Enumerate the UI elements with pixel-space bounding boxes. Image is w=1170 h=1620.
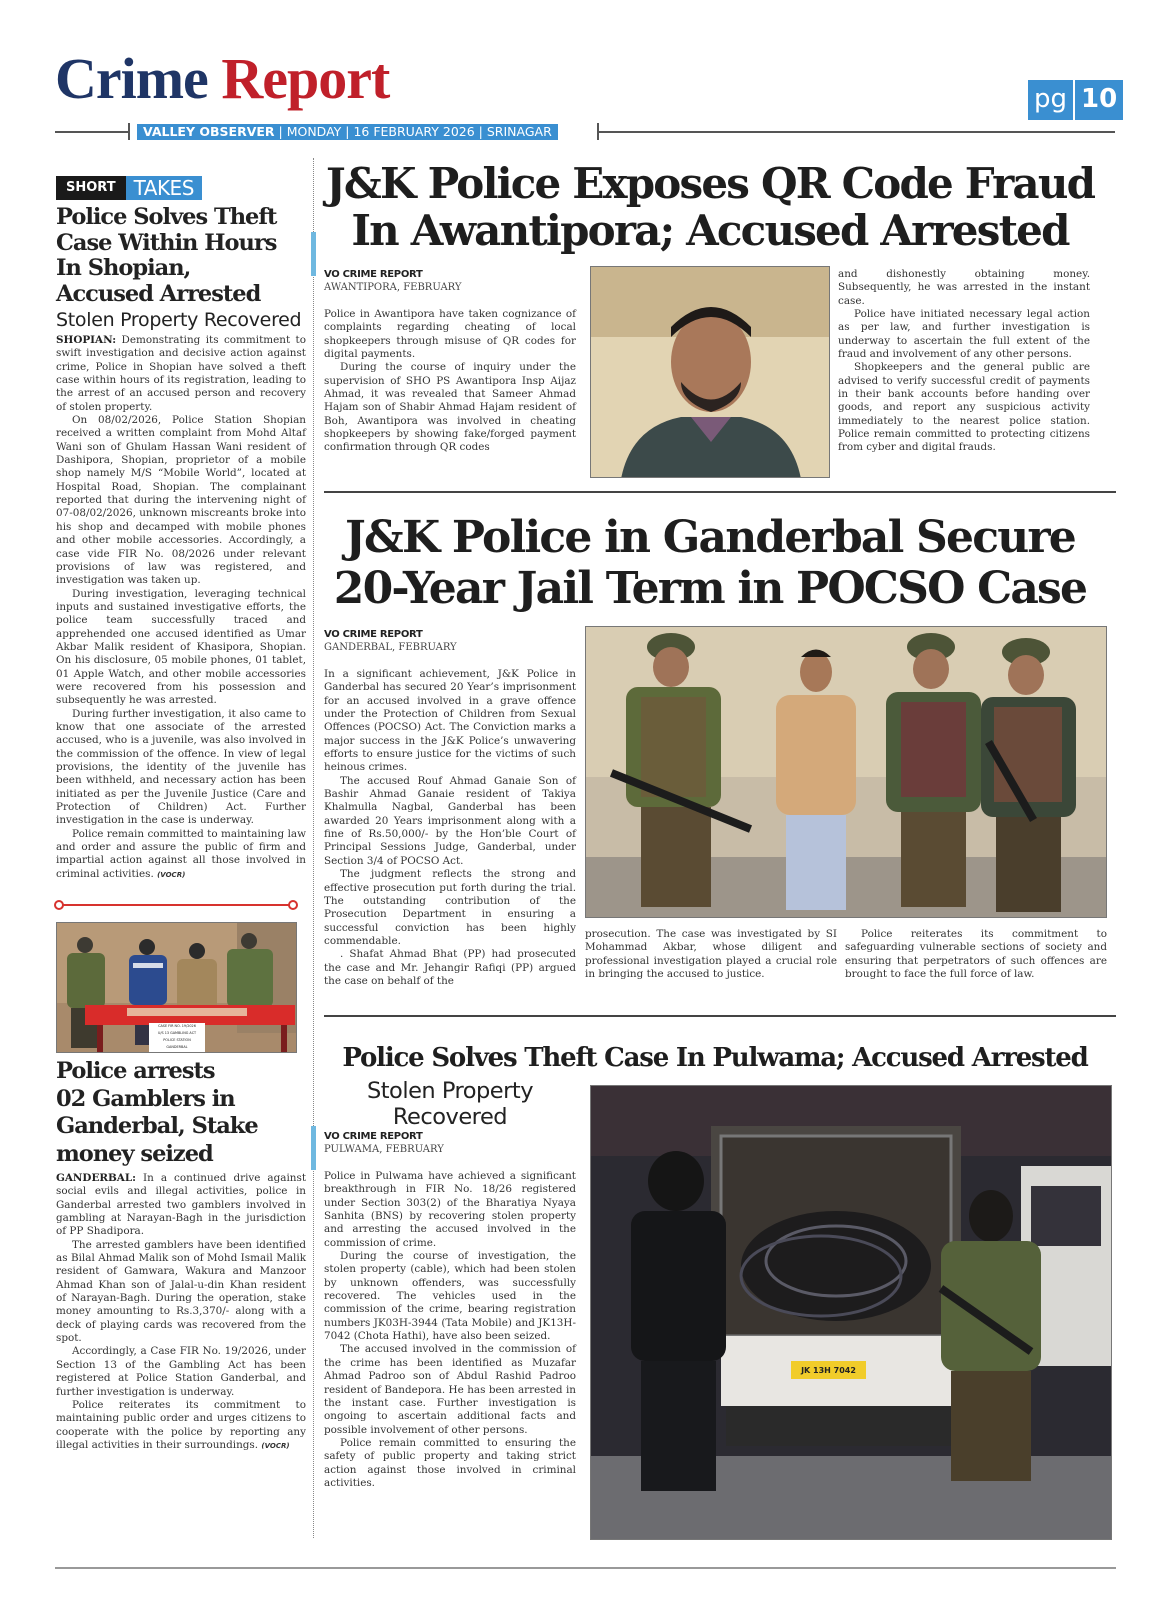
credit-tag: (VOCR)	[157, 870, 186, 879]
dateline-lead: SHOPIAN:	[56, 334, 117, 346]
byline-place: PULWAMA, FEBRUARY	[324, 1144, 444, 1155]
portrait-art	[591, 267, 830, 478]
headline-line: 20-Year Jail Term in POCSO Case	[333, 563, 1087, 614]
paragraph-text: In a continued drive against social evils and illegal activities, police in Ganderbal arrested two gamblers involved in gambling at Narayan-Bagh in the jurisdiction of PP Shadipora.	[56, 1172, 306, 1238]
gamblers-body	[56, 1172, 306, 1453]
sign-line: POLICE STATION	[163, 1038, 191, 1042]
section-rule	[324, 491, 1116, 493]
short-label: SHORT	[56, 176, 126, 200]
byline-place: AWANTIPORA, FEBRUARY	[324, 282, 462, 293]
subhead-line: Recovered	[392, 1104, 508, 1130]
license-plate: JK 13H 7042	[801, 1366, 856, 1375]
dateline-bar	[137, 124, 558, 140]
pulwama-photo-art	[591, 1086, 1112, 1540]
page-number: 10	[1081, 84, 1118, 114]
divider-dot	[288, 900, 298, 910]
paragraph: In a significant achievement, J&K Police in Ganderbal has secured 20 Year’s imprisonment for an accused involved in a grave offence under the Protection of Children from Sexual Offences (POCSO) Act. The Conviction marks a major success in the J&K Police’s unwavering efforts to ensure justice for the victims of such heinous crimes.	[324, 668, 576, 774]
sign-line: GANDERBAL	[166, 1045, 188, 1049]
pulwama-photo	[590, 1085, 1112, 1540]
headline-line: J&K Police in Ganderbal Secure	[345, 512, 1075, 563]
pocso-photo-art	[586, 627, 1107, 918]
section-rule	[324, 1015, 1116, 1017]
paragraph	[56, 334, 306, 414]
shopian-headline	[56, 205, 276, 307]
section-title-report: Report	[221, 46, 390, 111]
qr-body-col1	[324, 308, 576, 455]
paragraph-text: Police reiterates its commitment to maintaining public order and urges citizens to cooperate with the police by reporting any illegal activities in their surroundings.	[56, 1398, 306, 1451]
headline-line: 02 Gamblers in	[56, 1085, 235, 1112]
sign-line: CASE FIR NO. 19/2026	[158, 1024, 196, 1028]
paragraph: and dishonestly obtaining money. Subsequently, he was arrested in the instant case.	[838, 268, 1090, 307]
shopian-subhead: Stolen Property Recovered	[56, 309, 302, 331]
pulwama-body	[324, 1170, 576, 1490]
headline-line: Ganderbal, Stake	[56, 1113, 258, 1139]
headline-line: Accused Arrested	[56, 280, 261, 307]
pulwama-byline	[324, 1130, 444, 1156]
paragraph: Shopkeepers and the general public are advised to verify successful credit of payments in their bank accounts before handing over goods, and report any suspicious activity immediately to the nearest police station. Police remain committed to protecting citizens from cyber and digital frauds.	[838, 361, 1090, 454]
red-divider	[58, 904, 296, 906]
accent-tab	[311, 232, 316, 276]
paragraph	[56, 1399, 306, 1453]
page-number-badge	[1028, 80, 1123, 120]
section-title	[55, 46, 390, 111]
accent-tab	[311, 1126, 316, 1170]
paragraph: Police have initiated necessary legal action as per law, and further investigation is underway to ascertain the full extent of the fraud and involvement of any other persons.	[838, 308, 1090, 361]
subhead-line: Stolen Property	[366, 1078, 534, 1104]
byline-org: VO CRIME REPORT	[324, 269, 423, 280]
pocso-body-col2	[585, 928, 837, 981]
pulwama-subhead	[324, 1078, 576, 1130]
section-title-crime: Crime	[55, 46, 208, 111]
shopian-body	[56, 334, 306, 882]
pocso-photo	[585, 626, 1107, 918]
accused-portrait	[590, 266, 830, 478]
byline-org: VO CRIME REPORT	[324, 1131, 423, 1142]
credit-tag: (VOCR)	[261, 1441, 290, 1450]
byline-org: VO CRIME REPORT	[324, 629, 423, 640]
paragraph: Accordingly, a Case FIR No. 19/2026, under Section 13 of the Gambling Act has been registered at Police Station Ganderbal, and further investigation is underway.	[56, 1345, 306, 1398]
paragraph: The accused involved in the commission of the crime has been identified as Muzafar Ahmad Padroo son of Abdul Rashid Padroo resident of Bandepora. He has been arrested in the instant case. Further investigation is ongoing to ascertain additional facts and possible involvement of other persons.	[324, 1343, 576, 1436]
pocso-headline	[320, 512, 1100, 614]
masthead-rule-left	[55, 131, 130, 133]
paragraph: During investigation, leveraging technical inputs and sustained investigative efforts, the police team successfully traced and apprehended one accused identified as Umar Akbar Malik resident of Khasipora, Shopian. On his disclosure, 05 mobile phones, 01 tablet, 01 Apple Watch, and other mobile accessories were recovered from his possession and subsequently he was arrested.	[56, 587, 306, 707]
paragraph: Police reiterates its commitment to safeguarding vulnerable sections of society and ensuring that perpetrators of such offences are brought to face the full force of law.	[845, 928, 1107, 981]
short-takes-label	[56, 176, 202, 200]
page-label: pg	[1028, 80, 1075, 120]
paragraph-text: Demonstrating its commitment to swift investigation and decisive action against crime, Police in Shopian have solved a theft case within hours of its registration, leading to the arrest of an accused person and recovery of stolen property.	[56, 334, 306, 413]
masthead-tick-left	[128, 123, 130, 140]
paragraph: On 08/02/2026, Police Station Shopian received a written complaint from Mohd Altaf Wani son of Ghulam Hassan Wani resident of Dashipora, Shopian, proprietor of a mobile shop namely M/S “Mobile World”, located at Hospital Road, Shopian. The complainant reported that during the intervening night of 07-08/02/2026, unknown miscreants broke into his shop and decamped with mobile phones and other mobile accessories. Accordingly, a case vide FIR No. 08/2026 under relevant provisions of law was registered, and investigation was taken up.	[56, 414, 306, 587]
masthead-rule-right	[599, 131, 1115, 133]
paragraph: Police in Awantipora have taken cognizance of complaints regarding cheating of local shopkeepers through misuse of QR codes for digital payments.	[324, 308, 576, 361]
paragraph: The accused Rouf Ahmad Ganaie Son of Bashir Ahmad Ganaie resident of Takiya Khalmulla Nagbal, Ganderbal has been awarded 20 Years imprisonment along with a fine of Rs.50,000/- by the Hon’ble Court of Principal Sessions Judge, Ganderbal, under Section 3/4 of POCSO Act.	[324, 774, 576, 867]
paragraph: . Shafat Ahmad Bhat (PP) had prosecuted the case and Mr. Jehangir Rafiqi (PP) argued the case on behalf of the	[324, 948, 576, 987]
pocso-byline	[324, 628, 457, 654]
dateline-text: | MONDAY | 16 FEBRUARY 2026 | SRINAGAR	[278, 124, 552, 139]
paragraph	[56, 828, 306, 882]
paragraph	[56, 1172, 306, 1239]
case-sign	[149, 1023, 205, 1053]
publication-name: VALLEY OBSERVER	[143, 124, 275, 139]
dateline-lead: GANDERBAL:	[56, 1172, 136, 1184]
headline-line: In Awantipora; Accused Arrested	[351, 206, 1069, 255]
qr-byline	[324, 268, 462, 294]
headline-line: Police Solves Theft	[56, 204, 277, 230]
paragraph: During further investigation, it also came to know that one associate of the arrested accused, who is a juvenile, was also involved in the commission of the offence. In view of legal provisions, the identity of the juvenile has been withheld, and necessary action has been initiated as per the Juvenile Justice (Care and Protection of Children) Act. Further investigation in the case is underway.	[56, 707, 306, 827]
paragraph: Police remain committed to ensuring the safety of public property and taking strict action against those involved in criminal activities.	[324, 1436, 576, 1489]
headline-line: Case Within Hours	[56, 229, 277, 256]
paragraph: During the course of inquiry under the supervision of SHO PS Awantipora Insp Aijaz Ahmad, it was revealed that Sameer Ahmad Hajam son of Shabir Ahmad Hajam resident of Boh, Awantipora was involved in cheating shopkeepers by showing fake/forged payment confirmation through QR codes	[324, 361, 576, 454]
paragraph: The arrested gamblers have been identified as Bilal Ahmad Malik son of Mohd Ismail Malik resident of Gamwara, Wakura and Manzoor Ahmad Khan son of Jalal-u-din Khan resident of Narayan-Bagh. During the operation, stake money amounting to Rs.3,370/- along with a deck of playing cards was recovered from the spot.	[56, 1238, 306, 1345]
paragraph: Police in Pulwama have achieved a significant breakthrough in FIR No. 18/26 registered under Section 303(2) of the Bharatiya Nyaya Sanhita (BNS) by recovering stolen property and arresting the accused involved in the commission of crime.	[324, 1170, 576, 1249]
paragraph: The judgment reflects the strong and effective prosecution put forth during the trial. The outstanding contribution of the Prosecution Department in ensuring a successful conviction has been highly commendable.	[324, 868, 576, 947]
column-divider	[313, 158, 314, 1538]
sign-line: U/S 13 GAMBLING ACT	[157, 1031, 197, 1035]
headline-line: money seized	[56, 1140, 213, 1167]
paragraph: During the course of investigation, the stolen property (cable), which had been stolen by unknown offenders, was successfully recovered. The vehicles used in the commission of the crime, bearing registration numbers JK03H-3944 (Tata Mobile) and JK13H-7042 (Chota Hathi), have also been seized.	[324, 1250, 576, 1343]
pocso-body-col3	[845, 928, 1107, 981]
byline-place: GANDERBAL, FEBRUARY	[324, 642, 457, 653]
gamblers-headline	[56, 1058, 258, 1168]
paragraph-text: Police remain committed to maintaining law and order and assure the public of firm and impartial action against all those involved in criminal activities.	[56, 827, 306, 880]
headline-line: Police arrests	[56, 1058, 215, 1084]
gamblers-photo	[56, 922, 297, 1053]
pocso-body-col1	[324, 668, 576, 988]
headline-line: In Shopian,	[56, 255, 191, 281]
headline-line: J&K Police Exposes QR Code Fraud	[325, 159, 1095, 208]
divider-dot	[54, 900, 64, 910]
footer-rule	[55, 1567, 1116, 1569]
pulwama-headline: Police Solves Theft Case In Pulwama; Accused Arrested	[342, 1043, 1088, 1073]
takes-label: TAKES	[126, 176, 202, 200]
qr-headline	[320, 160, 1100, 254]
qr-body-col2	[838, 268, 1090, 455]
paragraph: prosecution. The case was investigated by SI Mohammad Akbar, whose diligent and professional investigation played a crucial role in bringing the accused to justice.	[585, 928, 837, 981]
